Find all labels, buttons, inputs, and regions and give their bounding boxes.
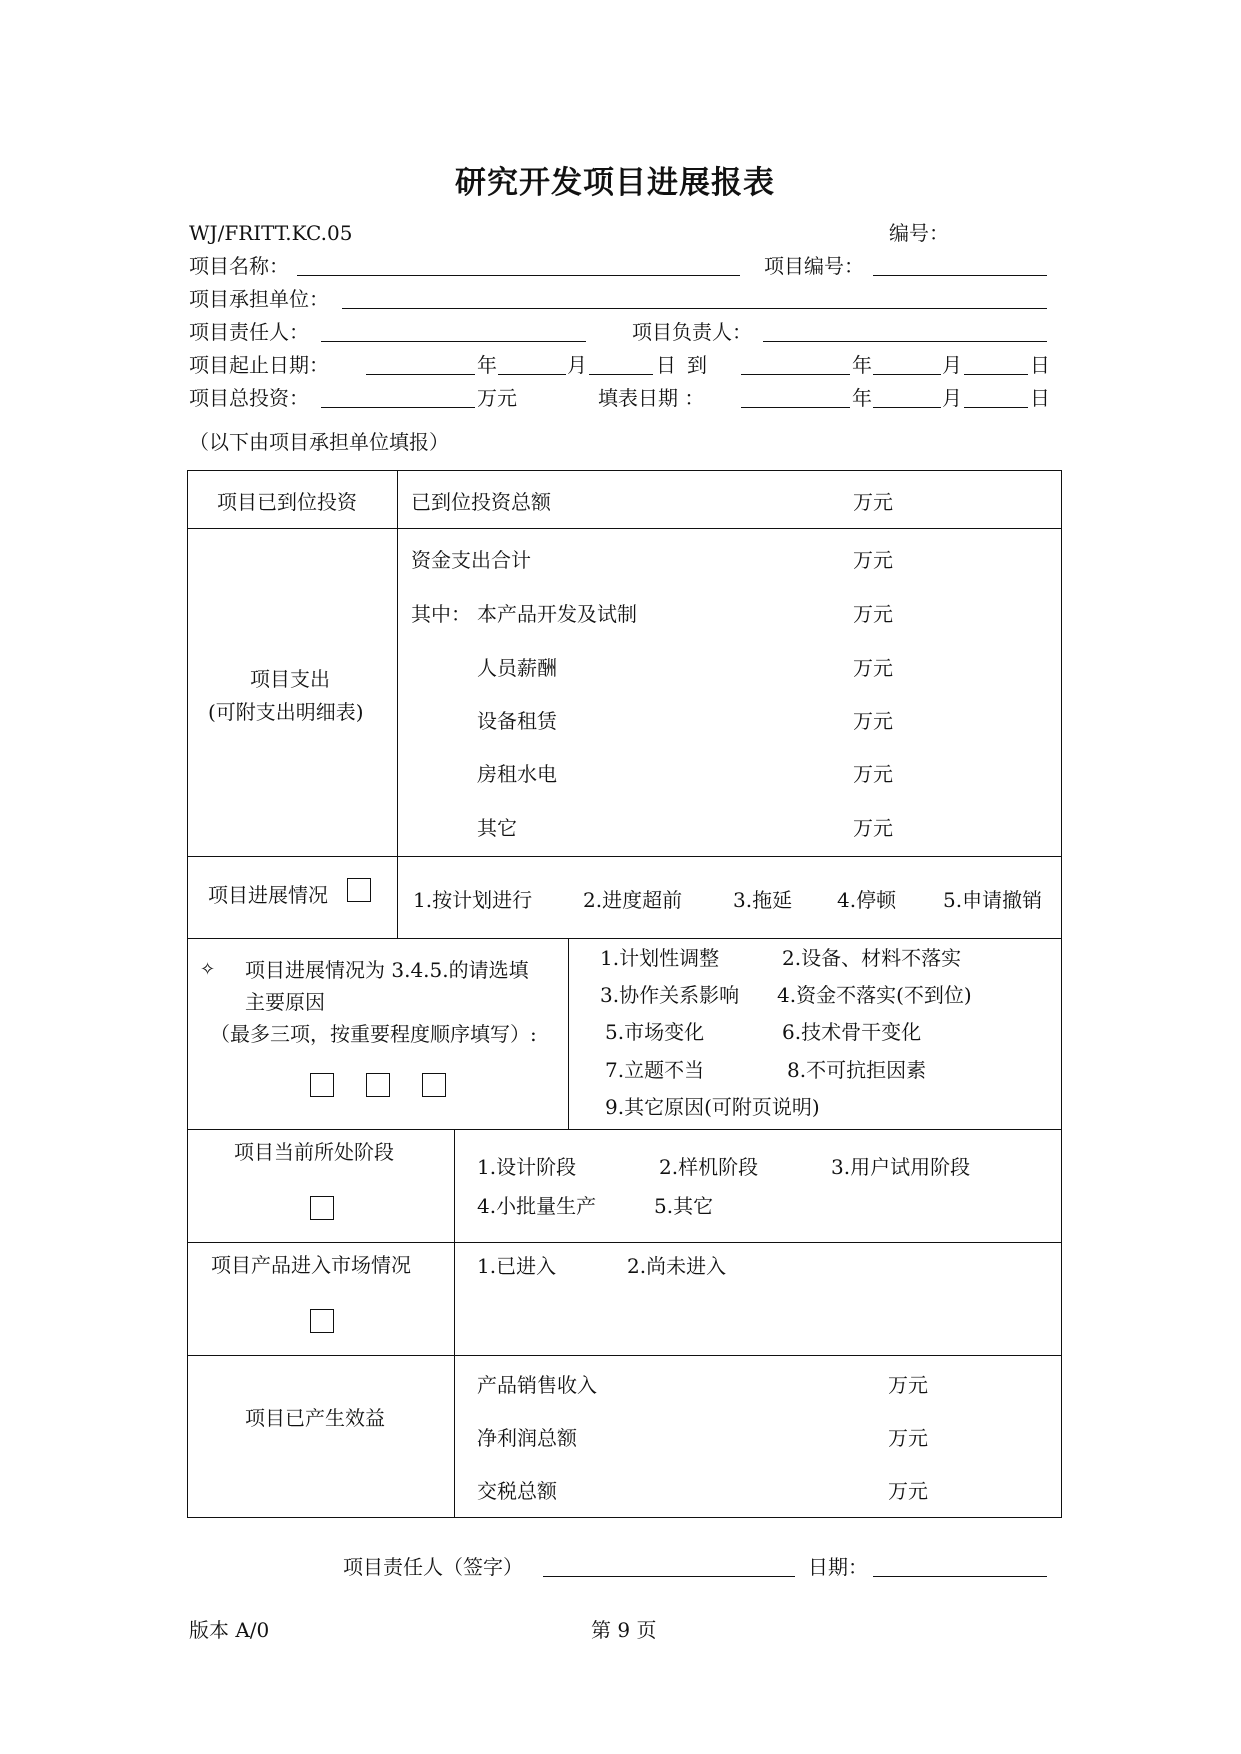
expenditure-item: 本产品开发及试制 <box>477 602 637 626</box>
total-investment-label: 项目总投资： <box>189 386 309 410</box>
progress-option: 2.进度超前 <box>583 888 683 912</box>
fill-note: （以下由项目承担单位填报） <box>189 430 449 454</box>
progress-option: 4.停顿 <box>837 888 897 912</box>
expenditure-unit: 万元 <box>853 762 893 786</box>
expenditure-unit: 万元 <box>853 602 893 626</box>
fill-day-field[interactable] <box>964 407 1028 408</box>
expenditure-unit: 万元 <box>853 656 893 680</box>
expenditure-prefix: 其中： <box>411 602 471 626</box>
year-label: 年 <box>477 353 497 377</box>
stage-option: 1.设计阶段 <box>477 1155 577 1179</box>
reasons-instruction: 主要原因 <box>245 990 325 1014</box>
reason-option: 2.设备、材料不落实 <box>782 946 962 970</box>
stage-label: 项目当前所处阶段 <box>234 1140 394 1164</box>
day-label: 日 <box>1030 353 1050 377</box>
fill-year-field[interactable] <box>741 407 850 408</box>
start-end-date-label: 项目起止日期： <box>189 353 329 377</box>
start-month-field[interactable] <box>498 374 566 375</box>
day-label: 日 <box>656 353 676 377</box>
market-label: 项目产品进入市场情况 <box>211 1253 411 1277</box>
expenditure-item: 设备租赁 <box>477 709 557 733</box>
diamond-bullet-icon: ✧ <box>200 959 216 980</box>
month-label: 月 <box>942 353 962 377</box>
reason-option: 3.协作关系影响 <box>600 983 740 1007</box>
signature-field[interactable] <box>543 1576 795 1577</box>
doc-code: WJ/FRITT.KC.05 <box>189 221 353 245</box>
year-label: 年 <box>852 353 872 377</box>
progress-option: 1.按计划进行 <box>413 888 533 912</box>
reason-option: 5.市场变化 <box>605 1020 705 1044</box>
benefit-unit: 万元 <box>888 1373 928 1397</box>
reason-option: 1.计划性调整 <box>600 946 720 970</box>
investment-total-label: 已到位投资总额 <box>411 490 551 514</box>
fill-month-field[interactable] <box>873 407 941 408</box>
version-label: 版本 A/0 <box>189 1618 270 1642</box>
project-name-field[interactable] <box>297 275 740 276</box>
expenditure-unit: 万元 <box>853 548 893 572</box>
reason-checkbox-1[interactable] <box>310 1073 334 1097</box>
day-label: 日 <box>1030 386 1050 410</box>
reason-option: 4.资金不落实(不到位) <box>777 983 972 1007</box>
expenditure-item: 房租水电 <box>477 762 557 786</box>
expenditure-label: 项目支出 <box>250 667 330 691</box>
total-investment-field[interactable] <box>321 407 475 408</box>
market-checkbox[interactable] <box>310 1309 334 1333</box>
project-number-label: 项目编号： <box>764 254 864 278</box>
stage-option: 3.用户试用阶段 <box>831 1155 971 1179</box>
month-label: 月 <box>567 353 587 377</box>
project-leader-field[interactable] <box>763 341 1047 342</box>
month-label: 月 <box>942 386 962 410</box>
end-year-field[interactable] <box>741 374 850 375</box>
stage-checkbox[interactable] <box>310 1196 334 1220</box>
signature-date-field[interactable] <box>873 1576 1047 1577</box>
expenditure-item: 人员薪酬 <box>477 656 557 680</box>
reason-option: 6.技术骨干变化 <box>782 1020 922 1044</box>
progress-option: 3.拖延 <box>733 888 793 912</box>
undertaking-unit-field[interactable] <box>342 308 1047 309</box>
fill-date-label: 填表日期 ： <box>598 386 705 410</box>
progress-label: 项目进展情况 <box>208 883 328 907</box>
stage-option: 4.小批量生产 <box>477 1194 597 1218</box>
project-leader-label: 项目负责人： <box>632 320 752 344</box>
benefit-label: 项目已产生效益 <box>245 1406 385 1430</box>
progress-checkbox[interactable] <box>347 878 371 902</box>
signature-date-label: 日期： <box>808 1555 868 1579</box>
progress-option: 5.申请撤销 <box>943 888 1043 912</box>
reason-checkbox-2[interactable] <box>366 1073 390 1097</box>
expenditure-unit: 万元 <box>853 816 893 840</box>
responsible-person-label: 项目责任人： <box>189 320 309 344</box>
year-label: 年 <box>852 386 872 410</box>
reasons-instruction: （最多三项，按重要程度顺序填写）: <box>210 1022 537 1046</box>
benefit-unit: 万元 <box>888 1426 928 1450</box>
reason-checkbox-3[interactable] <box>422 1073 446 1097</box>
investment-label: 项目已到位投资 <box>217 490 357 514</box>
stage-option: 2.样机阶段 <box>659 1155 759 1179</box>
reason-option: 8.不可抗拒因素 <box>787 1058 927 1082</box>
form-title: 研究开发项目进展报表 <box>455 165 775 201</box>
page-number: 第 9 页 <box>591 1618 657 1642</box>
signature-label: 项目责任人（签字） <box>343 1555 523 1579</box>
end-day-field[interactable] <box>964 374 1028 375</box>
end-month-field[interactable] <box>873 374 941 375</box>
reasons-instruction: 项目进展情况为 3.4.5.的请选填 <box>245 958 529 982</box>
benefit-item: 净利润总额 <box>477 1426 577 1450</box>
market-option: 2.尚未进入 <box>627 1254 727 1278</box>
wan-yuan-unit: 万元 <box>477 386 517 410</box>
expenditure-sublabel: (可附支出明细表) <box>208 700 364 724</box>
expenditure-unit: 万元 <box>853 709 893 733</box>
benefit-unit: 万元 <box>888 1479 928 1503</box>
undertaking-unit-label: 项目承担单位： <box>189 287 329 311</box>
expenditure-item: 其它 <box>477 816 517 840</box>
start-day-field[interactable] <box>589 374 653 375</box>
reason-option: 7.立题不当 <box>605 1058 705 1082</box>
reason-option: 9.其它原因(可附页说明) <box>605 1095 820 1119</box>
to-label: 到 <box>687 353 707 377</box>
serial-label: 编号： <box>889 221 949 245</box>
start-year-field[interactable] <box>366 374 475 375</box>
benefit-item: 产品销售收入 <box>477 1373 597 1397</box>
responsible-person-field[interactable] <box>321 341 586 342</box>
investment-unit: 万元 <box>853 490 893 514</box>
stage-option: 5.其它 <box>654 1194 714 1218</box>
market-option: 1.已进入 <box>477 1254 557 1278</box>
expenditure-item: 资金支出合计 <box>411 548 531 572</box>
project-number-field[interactable] <box>873 275 1047 276</box>
project-name-label: 项目名称： <box>189 254 289 278</box>
benefit-item: 交税总额 <box>477 1479 557 1503</box>
